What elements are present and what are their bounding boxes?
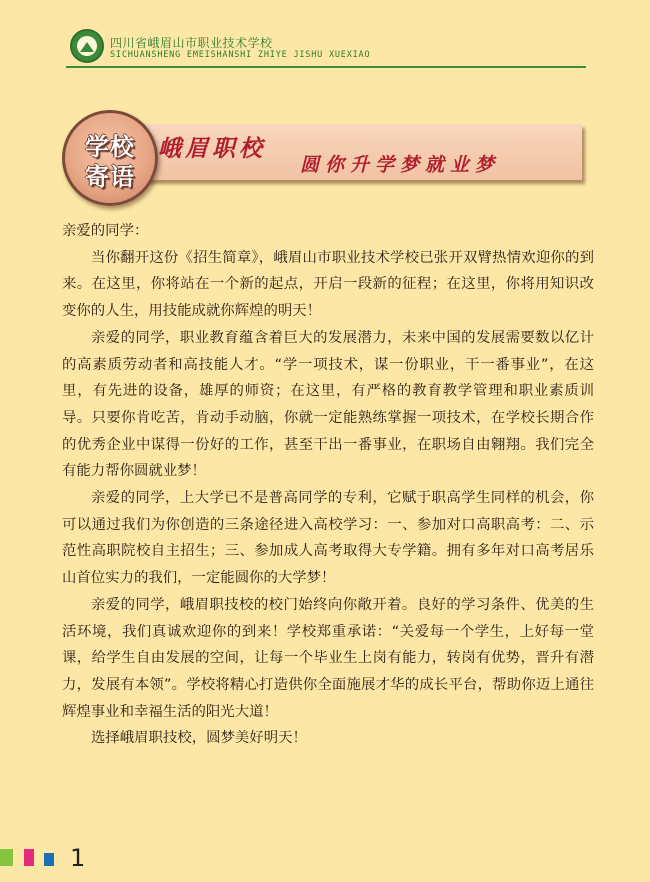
school-name-cn: 四川省峨眉山市职业技术学校 [110, 36, 273, 50]
badge-line-1: 学校 [85, 133, 135, 161]
letter-paragraph-2: 亲爱的同学，职业教育蕴含着巨大的发展潜力，未来中国的发展需要数以亿计的高素质劳动者和高技能人才。“学一项技术，谋一份职业，干一番事业”，在这里，有先进的设备，雄厚的师资；在这里，有严格的教育教学管理和职业素质训导。只要你肯吃苦，肯动手动脑，你就一定能熟练掌握一项技术，在学校长期合作的优秀企业中谋得一份好的工作，甚至干出一番事业，在职场自由翱翔。我们完全有能力帮你圆就业梦！ [62, 329, 594, 480]
letter-closing: 选择峨眉职技校，圆梦美好明天！ [91, 730, 307, 747]
footer-marker-pink [24, 849, 34, 866]
letter-paragraph-1: 当你翻开这份《招生简章》，峨眉山市职业技术学校已张开双臂热情欢迎你的到来。在这里，你将站在一个新的起点，开启一段新的征程；在这里，你将用知识改变你的人生，用技能成就你辉煌的明天！ [62, 249, 594, 320]
message-banner [62, 110, 592, 206]
letter-paragraph-4: 亲爱的同学，峨眉职技校的校门始终向你敞开着。良好的学习条件、优美的生活环境，我们真诚欢迎你的到来！学校郑重承诺：“关爱每一个学生，上好每一堂课，给学生自由发展的空间，让每一个毕业生上岗有能力，转岗有优势，晋升有潜力，发展有本领”。学校将精心打造供你全面施展才华的成长平台，帮助你迈上通往辉煌事业和幸福生活的阳光大道！ [62, 596, 594, 720]
school-name-en: SICHUANSHENG EMEISHANSHI ZHIYE JISHU XUEXIAO [110, 50, 371, 60]
header-divider [66, 66, 586, 68]
welcome-letter [62, 218, 594, 752]
page-number: 1 [70, 844, 86, 872]
footer-marker-green [0, 849, 13, 866]
footer-marker-blue [44, 853, 54, 866]
banner-slogan: 圆你升学梦就业梦 [300, 154, 501, 176]
school-message-badge [62, 110, 158, 206]
badge-line-2: 寄语 [85, 163, 135, 191]
school-logo-icon [70, 29, 104, 63]
page-header [0, 0, 650, 72]
letter-paragraph-3: 亲爱的同学，上大学已不是普高同学的专利，它赋于职高学生同样的机会，你可以通过我们为你创造的三条途径进入高校学习：一、参加对口高职高考：二、示范性高职院校自主招生；三、参加成人高考取得大专学籍。拥有多年对口高考居乐山首位实力的我们，一定能圆你的大学梦！ [62, 490, 594, 587]
letter-salutation: 亲爱的同学： [62, 223, 149, 239]
banner-title: 峨眉职校 [158, 135, 266, 162]
